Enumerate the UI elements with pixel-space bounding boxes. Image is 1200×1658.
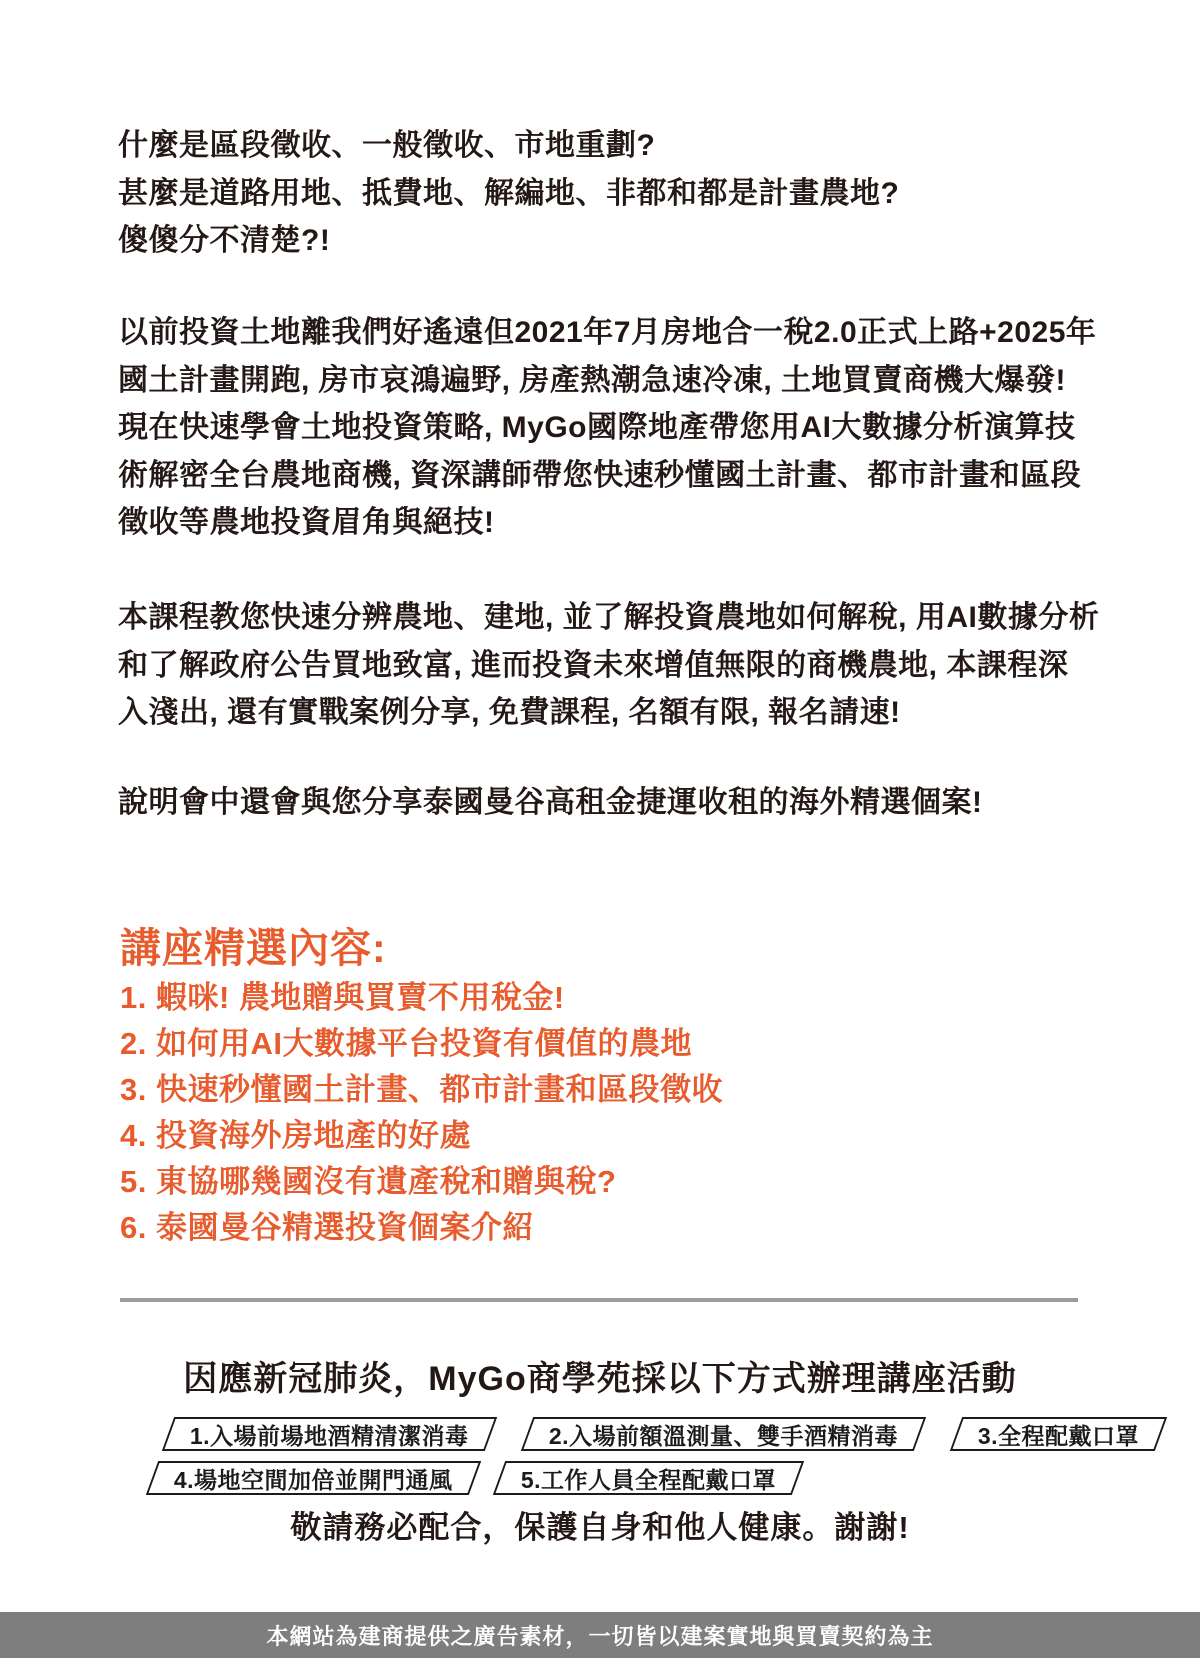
intro-line-1: 什麼是區段徵收、一般徵收、市地重劃? bbox=[118, 129, 656, 162]
covid-badge bbox=[162, 1417, 497, 1451]
highlight-item: 2. 如何用AI大數據平台投資有價值的農地 bbox=[120, 1026, 692, 1061]
footer-disclaimer: 本網站為建商提供之廣告素材，一切皆以建案實地與買賣契約為主 bbox=[266, 1623, 934, 1649]
intro-questions bbox=[118, 122, 899, 265]
highlight-item: 1. 蝦咪! 農地贈與買賣不用稅金! bbox=[120, 980, 565, 1015]
pitch-line-3: 現在快速學會土地投資策略, MyGo國際地產帶您用AI大數據分析演算技 bbox=[118, 411, 1076, 444]
highlights-list bbox=[120, 975, 723, 1251]
pitch-line-1: 以前投資土地離我們好遙遠但2021年7月房地合一稅2.0正式上路+2025年 bbox=[118, 316, 1097, 349]
covid-badge-row-1 bbox=[168, 1417, 1161, 1451]
section-divider bbox=[120, 1298, 1078, 1302]
course-line-2: 和了解政府公告買地致富, 進而投資未來增值無限的商機農地, 本課程深 bbox=[118, 648, 1069, 682]
intro-line-2: 甚麼是道路用地、抵費地、解編地、非都和都是計畫農地? bbox=[118, 176, 900, 210]
pitch-line-4: 術解密全台農地商機, 資深講師帶您快速秒懂國土計畫、都市計畫和區段 bbox=[118, 458, 1082, 492]
covid-badge-label: 1.入場前場地酒精清潔消毒 bbox=[190, 1422, 469, 1449]
covid-badge bbox=[493, 1461, 805, 1495]
covid-badge-label: 3.全程配戴口罩 bbox=[977, 1422, 1140, 1449]
covid-badge bbox=[950, 1417, 1168, 1451]
course-paragraph bbox=[118, 594, 1099, 737]
pitch-line-2: 國土計畫開跑, 房市哀鴻遍野, 房產熱潮急速冷凍, 土地買賣商機大爆發! bbox=[118, 363, 1066, 397]
covid-heading: 因應新冠肺炎，MyGo商學苑採以下方式辦理講座活動 bbox=[183, 1360, 1017, 1398]
highlight-item: 6. 泰國曼谷精選投資個案介紹 bbox=[120, 1210, 534, 1245]
course-line-3: 入淺出, 還有實戰案例分享, 免費課程, 名額有限, 報名請速! bbox=[118, 696, 901, 729]
pitch-paragraph bbox=[118, 309, 1096, 547]
seminar-note bbox=[118, 779, 983, 827]
footer-bar bbox=[0, 1612, 1200, 1658]
pitch-line-5: 徵收等農地投資眉角與絕技! bbox=[118, 506, 495, 539]
intro-line-3: 傻傻分不清楚?! bbox=[118, 224, 331, 257]
highlight-item: 3. 快速秒懂國土計畫、都市計畫和區段徵收 bbox=[120, 1072, 723, 1107]
highlights-title: 講座精選內容: bbox=[120, 925, 387, 971]
covid-badge-label: 5.工作人員全程配戴口罩 bbox=[520, 1466, 776, 1493]
course-line-1: 本課程教您快速分辨農地、建地, 並了解投資農地如何解稅, 用AI數據分析 bbox=[118, 601, 1100, 634]
highlight-item: 4. 投資海外房地產的好處 bbox=[120, 1118, 471, 1153]
highlight-item: 5. 東協哪幾國沒有遺產稅和贈與稅? bbox=[120, 1164, 617, 1199]
covid-badge bbox=[146, 1461, 481, 1495]
seminar-note-line: 說明會中還會與您分享泰國曼谷高租金捷運收租的海外精選個案! bbox=[118, 786, 983, 819]
covid-badge-label: 2.入場前額溫測量、雙手酒精消毒 bbox=[548, 1422, 898, 1449]
covid-note: 敬請務必配合，保護自身和他人健康。謝謝! bbox=[290, 1510, 910, 1545]
covid-badge bbox=[521, 1417, 927, 1451]
covid-badge-label: 4.場地空間加倍並開門通風 bbox=[174, 1466, 453, 1493]
covid-badge-row-2 bbox=[152, 1461, 798, 1495]
